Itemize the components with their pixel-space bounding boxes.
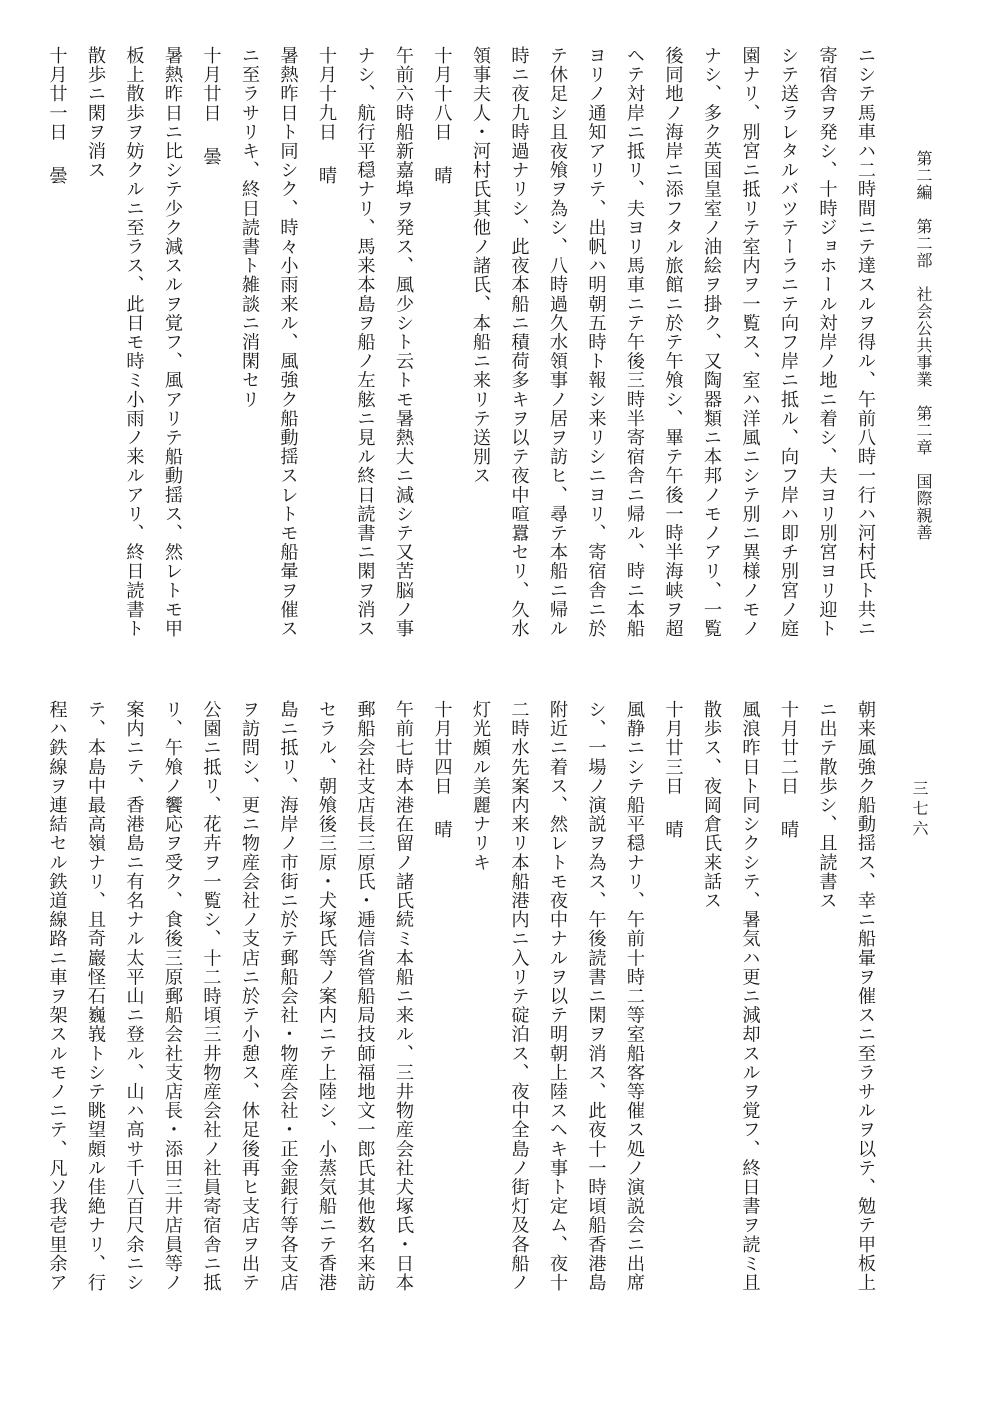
entry-date: 十月十八日 bbox=[431, 46, 453, 142]
entry-date: 十月廿三日 bbox=[662, 700, 684, 796]
text-line: テ休足シ且夜飧ヲ為シ、八時過久水領事ノ居ヲ訪ヒ、尋テ本船ニ帰ル bbox=[547, 46, 568, 639]
entry-date: 十月廿一日 bbox=[46, 46, 68, 142]
header-chapter-title: 国際親善 bbox=[914, 473, 933, 541]
diary-date-heading bbox=[422, 46, 461, 654]
entry-weather: 曇 bbox=[200, 147, 222, 167]
header-volume: 第二編 bbox=[914, 150, 933, 201]
entry-date: 十月廿日 bbox=[200, 46, 222, 123]
entry-weather: 晴 bbox=[662, 820, 684, 840]
header-part: 第二部 bbox=[914, 218, 933, 269]
text-line: ニ出テ散歩シ、且読書ス bbox=[816, 700, 838, 911]
diary-date-heading bbox=[769, 700, 808, 1340]
text-line: 午前七時本港在留ノ諸氏続ミ本船ニ来ル、三井物産会社犬塚氏・日本 bbox=[393, 700, 414, 1293]
diary-date-heading bbox=[191, 46, 230, 654]
text-line: 公園ニ抵リ、花卉ヲ一覧シ、十二時頃三井物産会社ノ社員寄宿舎ニ抵 bbox=[200, 700, 222, 1293]
text-line: リ、午飧ノ饗応ヲ受ク、食後三原郵船会社支店長・添田三井店員等ノ bbox=[162, 700, 183, 1293]
text-line: 暑熱昨日ト同シク、時々小雨来ル、風強ク船動揺スレトモ船暈ヲ催ス bbox=[277, 46, 299, 639]
page-number: 三七六 bbox=[910, 780, 929, 840]
text-line: ニシテ馬車ハ二時間ニテ達スルヲ得ル、午前八時一行ハ河村氏ト共ニ bbox=[855, 46, 876, 639]
text-line: 暑熱昨日ニ比シテ少ク減スルヲ覚フ、風アリテ船動揺ス、然レトモ甲 bbox=[162, 46, 183, 639]
entry-weather: 晴 bbox=[431, 820, 453, 840]
text-line: ヘテ対岸ニ抵リ、夫ヨリ馬車ニテ午後三時半寄宿舎ニ帰ル、時ニ本船 bbox=[624, 46, 645, 639]
entry-weather: 晴 bbox=[778, 820, 799, 840]
text-line: 後同地ノ海岸ニ添フタル旅館ニ於テ午飧シ、畢テ午後一時半海峡ヲ超 bbox=[662, 46, 684, 639]
diary-date-heading bbox=[307, 46, 346, 654]
header-part-title: 社会公共事業 bbox=[914, 286, 933, 388]
text-line: 板上散歩ヲ妨クルニ至ラス、此日モ時ミ小雨ノ来ルアリ、終日読書ト bbox=[123, 46, 145, 639]
text-line: テ、本島中最高嶺ナリ、且奇巖怪石巍峩トシテ眺望頗ル佳絶ナリ、行 bbox=[85, 700, 106, 1293]
entry-date: 十月廿二日 bbox=[778, 700, 799, 796]
text-line: 島ニ抵リ、海岸ノ市街ニ於テ郵船会社・物産会社・正金銀行等各支店 bbox=[277, 700, 299, 1293]
text-line: 領事夫人・河村氏其他ノ諸氏、本船ニ来リテ送別ス bbox=[470, 46, 491, 486]
text-line: ナシ、多ク英国皇室ノ油絵ヲ掛ク、又陶器類ニ本邦ノモノアリ、一覧 bbox=[701, 46, 722, 639]
entry-weather: 晴 bbox=[431, 166, 453, 186]
text-block-top bbox=[46, 46, 884, 654]
entry-date: 十月廿四日 bbox=[431, 700, 453, 796]
text-line: 散歩ス、夜岡倉氏来話ス bbox=[701, 700, 722, 911]
text-line: 朝来風強ク船動揺ス、幸ニ船暈ヲ催スニ至ラサルヲ以テ、勉テ甲板上 bbox=[855, 700, 876, 1293]
running-head bbox=[908, 150, 938, 670]
text-line: ヨリノ通知アリテ、出帆ハ明朝五時ト報シ来リシニヨリ、寄宿舎ニ於 bbox=[585, 46, 607, 639]
text-line: 散歩ニ閑ヲ消ス bbox=[85, 46, 106, 180]
entry-weather: 晴 bbox=[316, 166, 337, 186]
text-line: 郵船会社支店長三原氏・逓信省管船局技師福地文一郎氏其他数名来訪 bbox=[354, 700, 376, 1293]
diary-date-heading bbox=[37, 46, 76, 654]
header-chapter: 第二章 bbox=[914, 405, 933, 456]
text-line: 程ハ鉄線ヲ連結セル鉄道線路ニ車ヲ架スルモノニテ、凡ソ我壱里余ア bbox=[46, 700, 68, 1293]
text-line: シ、一場ノ演説ヲ為ス、午後読書ニ閑ヲ消ス、此夜十一時頃船香港島 bbox=[585, 700, 607, 1293]
text-line: ニ至ラサリキ、終日読書ト雑談ニ消閑セリ bbox=[239, 46, 260, 409]
text-line: 案内ニテ、香港島ニ有名ナル太平山ニ登ル、山ハ高サ千八百尺余ニシ bbox=[123, 700, 145, 1293]
entry-date: 十月十九日 bbox=[316, 46, 337, 142]
text-line: 灯光頗ル美麗ナリキ bbox=[470, 700, 491, 872]
text-line: 二時水先案内来リ本船港内ニ入リテ碇泊ス、夜中全島ノ街灯及各船ノ bbox=[508, 700, 530, 1293]
text-line: セラル、朝飧後三原・犬塚氏等ノ案内ニテ上陸シ、小蒸気船ニテ香港 bbox=[316, 700, 337, 1293]
text-block-bottom bbox=[46, 700, 884, 1340]
diary-date-heading bbox=[422, 700, 461, 1340]
text-line: ヲ訪問シ、更ニ物産会社ノ支店ニ於テ小憩ス、休足後再ヒ支店ヲ出テ bbox=[239, 700, 260, 1293]
entry-weather: 曇 bbox=[46, 166, 68, 186]
text-line: 園ナリ、別宮ニ抵リテ室内ヲ一覧ス、室ハ洋風ニシテ別ニ異様ノモノ bbox=[739, 46, 761, 639]
diary-date-heading bbox=[653, 700, 692, 1340]
text-line: 風浪昨日ト同シクシテ、暑気ハ更ニ減却スルヲ覚フ、終日書ヲ読ミ且 bbox=[739, 700, 761, 1293]
text-line: シテ送ラレタルバツテーラニテ向フ岸ニ抵ル、向フ岸ハ即チ別宮ノ庭 bbox=[778, 46, 799, 639]
text-line: 附近ニ着ス、然レトモ夜中ナルヲ以テ明朝上陸スヘキ事ト定ム、夜十 bbox=[547, 700, 568, 1293]
text-line: 時ニ夜九時過ナリシ、此夜本船ニ積荷多キヲ以テ夜中喧囂セリ、久水 bbox=[508, 46, 530, 639]
text-line: 寄宿舎ヲ発シ、十時ジョホール対岸ノ地ニ着シ、夫ヨリ別宮ヨリ迎ト bbox=[816, 46, 838, 639]
text-line: 風静ニシテ船平穏ナリ、午前十時二等室船客等催ス処ノ演説会ニ出席 bbox=[624, 700, 645, 1293]
text-line: 午前六時船新嘉埠ヲ発ス、風少シト云トモ暑熱大ニ減シテ又苦脳ノ事 bbox=[393, 46, 414, 639]
text-line: ナシ、航行平穏ナリ、馬来本島ヲ船ノ左舷ニ見ル終日読書ニ閑ヲ消ス bbox=[354, 46, 376, 639]
